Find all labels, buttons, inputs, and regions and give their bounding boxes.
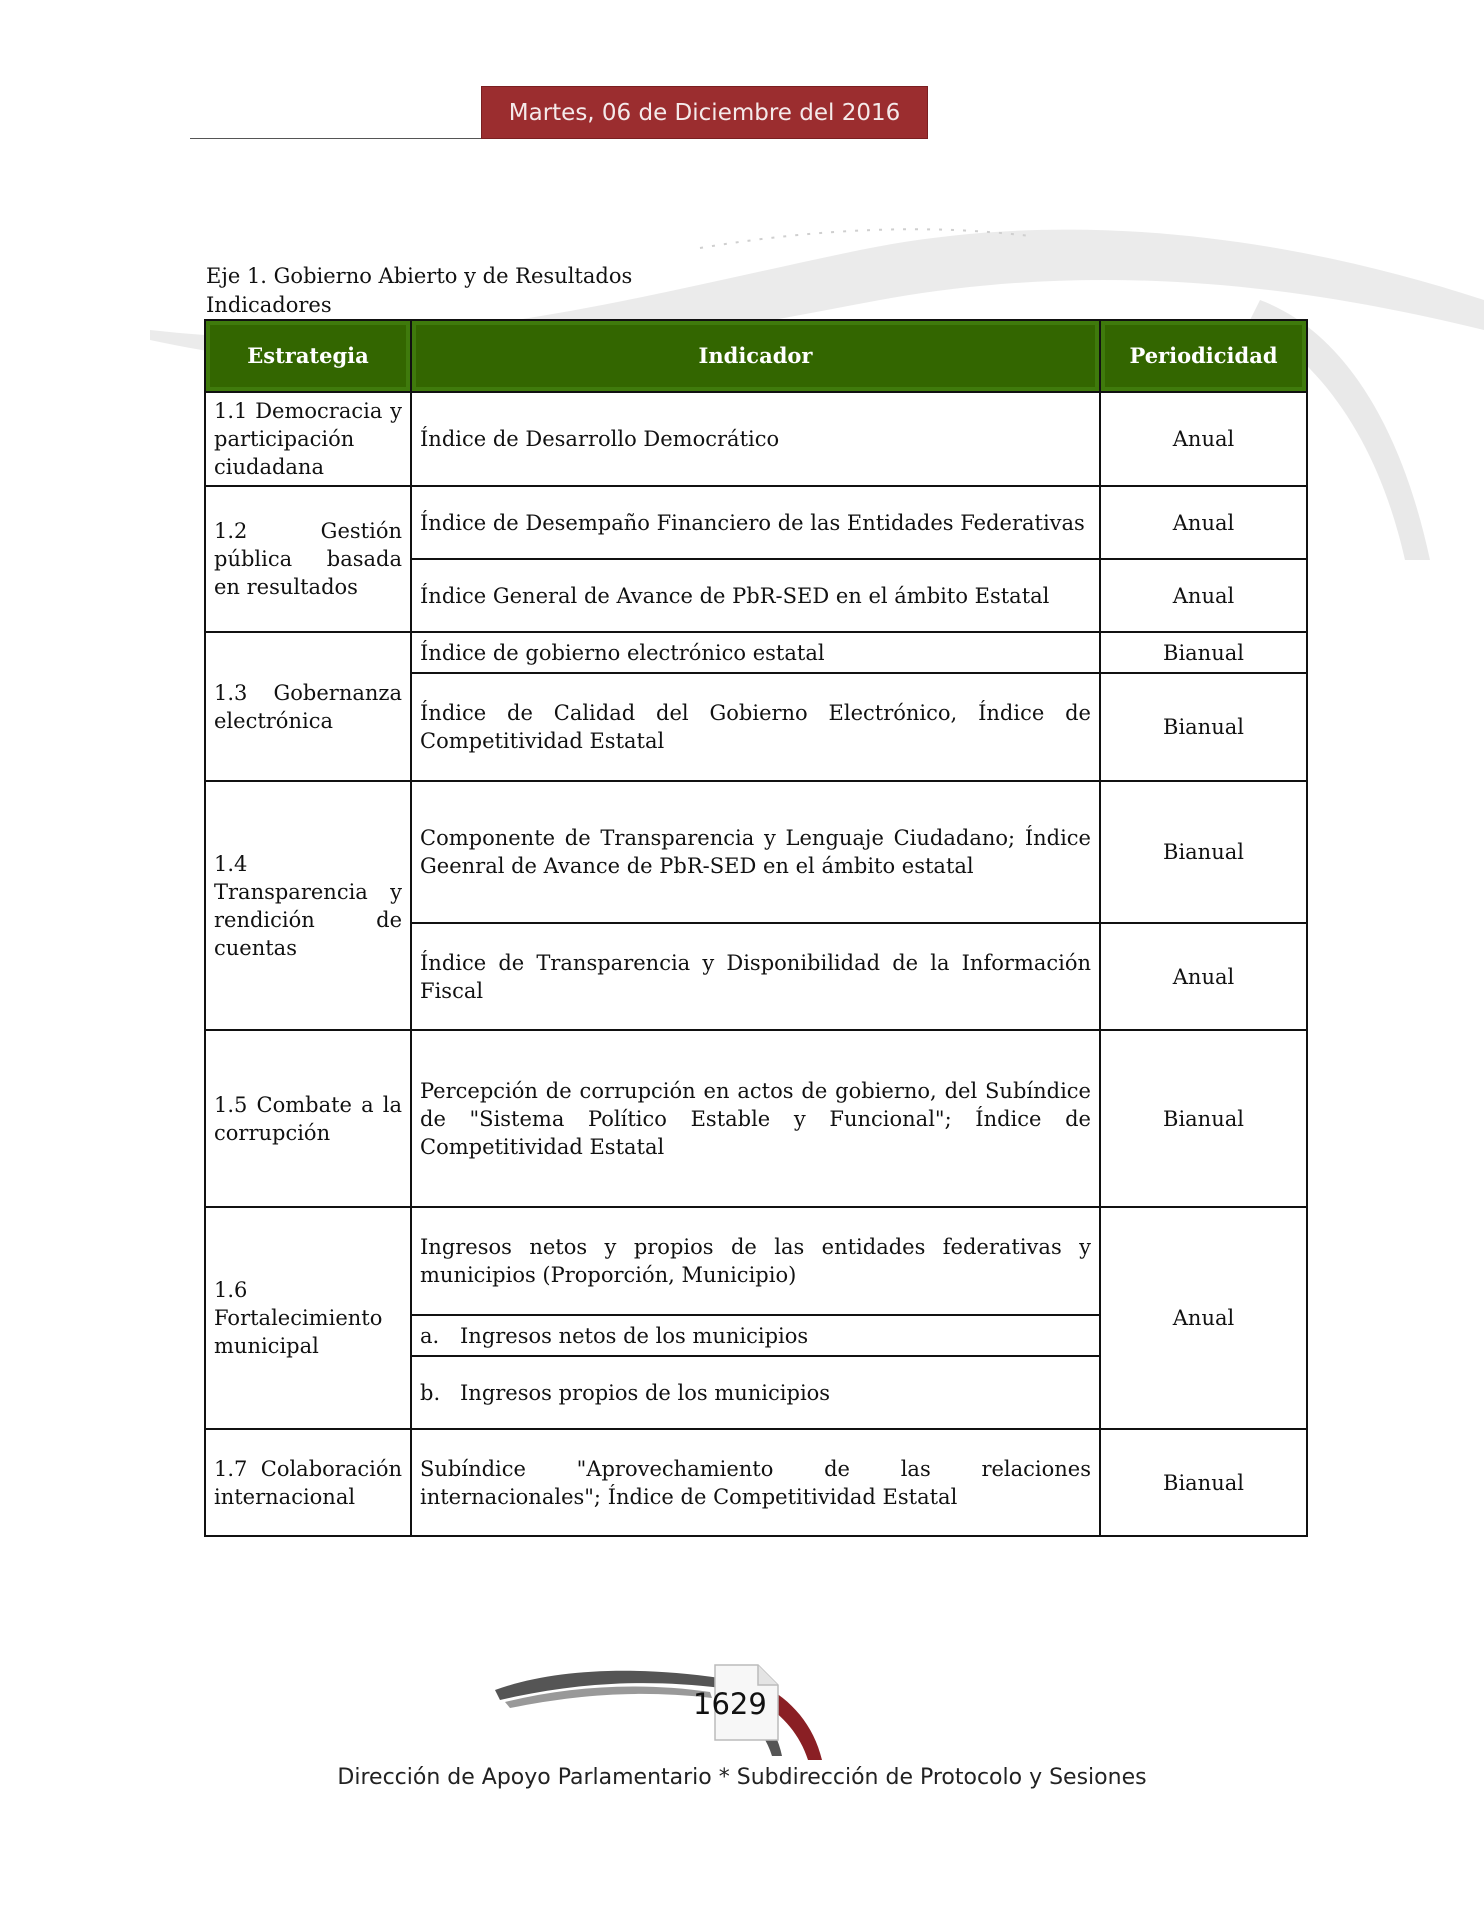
section-title: Eje 1. Gobierno Abierto y de Resultados [206, 264, 633, 288]
estrategia-cell: 1.7 Colaboración internacional [205, 1429, 411, 1536]
estrategia-cell: 1.3 Gobernanza electrónica [205, 632, 411, 781]
section-subtitle: Indicadores [206, 293, 332, 317]
periodicidad-cell: Bianual [1100, 673, 1307, 781]
estrategia-cell: 1.4 Transparencia y rendición de cuentas [205, 781, 411, 1030]
table-row [205, 1207, 1307, 1315]
date-banner [481, 86, 928, 139]
estrategia-cell: 1.1 Democracia y participación ciudadana [205, 392, 411, 486]
date-text: Martes, 06 de Diciembre del 2016 [508, 99, 901, 126]
indicador-cell: Índice de gobierno electrónico estatal [411, 632, 1100, 673]
table-row [205, 392, 1307, 486]
estrategia-cell: 1.5 Combate a la corrupción [205, 1030, 411, 1207]
periodicidad-cell: Anual [1100, 923, 1307, 1030]
subitem-text: Ingresos netos de los municipios [460, 1323, 809, 1348]
periodicidad-cell: Anual [1100, 1207, 1307, 1429]
indicador-cell: Índice de Transparencia y Disponibilidad de la Información Fiscal [411, 923, 1100, 1030]
table-row [205, 486, 1307, 559]
indicators-table [204, 319, 1308, 1537]
header-rule [190, 138, 482, 139]
estrategia-cell: 1.6 Fortalecimiento municipal [205, 1207, 411, 1429]
indicador-cell: Índice de Desarrollo Democrático [411, 392, 1100, 486]
periodicidad-cell: Anual [1100, 559, 1307, 632]
subitem-label: a. [420, 1323, 440, 1348]
header-estrategia: Estrategia [205, 320, 411, 392]
subitem-text: Ingresos propios de los municipios [460, 1380, 831, 1405]
indicador-cell: Subíndice "Aprovechamiento de las relaciones internacionales"; Índice de Competitividad Estatal [411, 1429, 1100, 1536]
indicador-cell: Componente de Transparencia y Lenguaje Ciudadano; Índice Geenral de Avance de PbR-SED en el ámbito estatal [411, 781, 1100, 923]
indicador-cell: Índice de Calidad del Gobierno Electrónico, Índice de Competitividad Estatal [411, 673, 1100, 781]
periodicidad-cell: Bianual [1100, 1429, 1307, 1536]
table-row [205, 1030, 1307, 1207]
header-indicador: Indicador [411, 320, 1100, 392]
page-number: 1629 [693, 1687, 767, 1721]
periodicidad-cell: Bianual [1100, 1030, 1307, 1207]
periodicidad-cell: Anual [1100, 392, 1307, 486]
indicador-cell: Percepción de corrupción en actos de gobierno, del Subíndice de "Sistema Político Estable y Funcional"; Índice de Competitividad Estatal [411, 1030, 1100, 1207]
indicador-subitem [411, 1315, 1100, 1356]
footer-emblem-icon [490, 1660, 830, 1770]
periodicidad-cell: Anual [1100, 486, 1307, 559]
section-intro [206, 262, 632, 320]
header-periodicidad: Periodicidad [1100, 320, 1307, 392]
periodicidad-cell: Bianual [1100, 781, 1307, 923]
estrategia-cell: 1.2 Gestión pública basada en resultados [205, 486, 411, 632]
indicador-cell: Índice General de Avance de PbR-SED en el ámbito Estatal [411, 559, 1100, 632]
indicador-cell: Ingresos netos y propios de las entidades federativas y municipios (Proporción, Municipio) [411, 1207, 1100, 1315]
footer-text: Dirección de Apoyo Parlamentario * Subdirección de Protocolo y Sesiones [337, 1765, 1147, 1790]
subitem-label: b. [420, 1380, 441, 1405]
periodicidad-cell: Bianual [1100, 632, 1307, 673]
table-header-row [205, 320, 1307, 392]
table-row [205, 781, 1307, 923]
indicador-cell: Índice de Desempaño Financiero de las Entidades Federativas [411, 486, 1100, 559]
table-row [205, 632, 1307, 673]
table-row [205, 1429, 1307, 1536]
indicador-subitem [411, 1356, 1100, 1429]
